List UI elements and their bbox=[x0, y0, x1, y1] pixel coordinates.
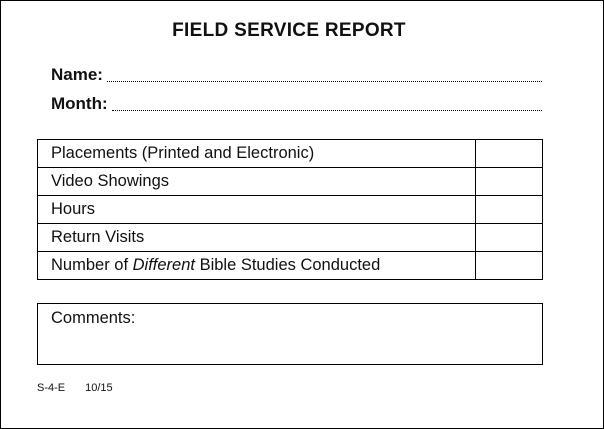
comments-box[interactable] bbox=[37, 303, 543, 365]
bible-studies-value-cell[interactable] bbox=[476, 252, 543, 280]
bible-studies-label-prefix: Number of bbox=[51, 256, 133, 274]
table-row bbox=[38, 252, 543, 280]
hours-value-cell[interactable] bbox=[476, 196, 543, 224]
table-row bbox=[38, 224, 543, 252]
form-title: FIELD SERVICE REPORT bbox=[172, 20, 406, 41]
table-row bbox=[38, 140, 543, 168]
form-revision: 10/15 bbox=[85, 382, 113, 394]
table-row bbox=[38, 196, 543, 224]
comments-label: Comments: bbox=[51, 309, 136, 327]
table-row bbox=[38, 168, 543, 196]
name-field[interactable] bbox=[107, 65, 542, 82]
bible-studies-label bbox=[38, 252, 476, 280]
month-field[interactable] bbox=[112, 94, 542, 111]
report-table bbox=[37, 139, 543, 280]
return-visits-value-cell[interactable] bbox=[476, 224, 543, 252]
month-label: Month: bbox=[51, 94, 108, 113]
placements-label: Placements (Printed and Electronic) bbox=[38, 140, 476, 168]
bible-studies-label-emphasis: Different bbox=[132, 256, 195, 274]
return-visits-label: Return Visits bbox=[38, 224, 476, 252]
bible-studies-label-suffix: Bible Studies Conducted bbox=[194, 256, 381, 274]
month-field-row bbox=[51, 92, 542, 114]
placements-value-cell[interactable] bbox=[476, 140, 543, 168]
name-field-row bbox=[51, 63, 542, 85]
hours-label: Hours bbox=[38, 196, 476, 224]
form-code: S-4-E bbox=[37, 382, 66, 394]
form-footer bbox=[37, 382, 113, 394]
name-label: Name: bbox=[51, 65, 103, 84]
video-showings-label: Video Showings bbox=[38, 168, 476, 196]
video-showings-value-cell[interactable] bbox=[476, 168, 543, 196]
